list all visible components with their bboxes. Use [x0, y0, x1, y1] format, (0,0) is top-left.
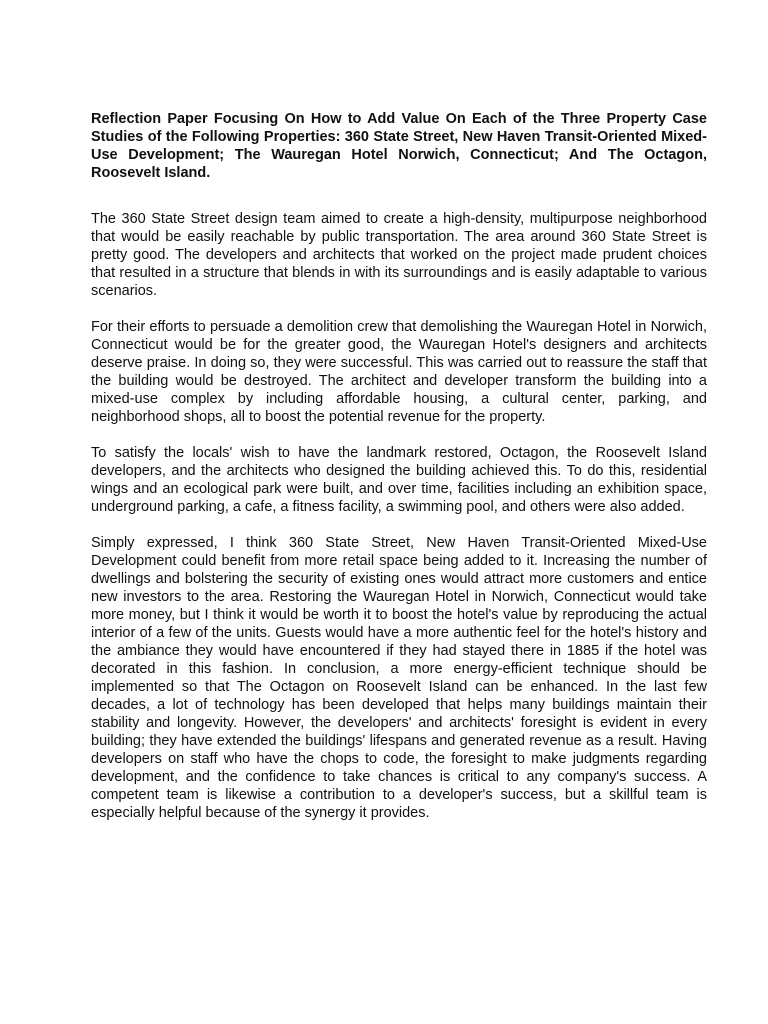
document-title: Reflection Paper Focusing On How to Add Value On Each of the Three Property Case Studies of the Following Properties: 360 State Street, New Haven Transit-Oriented Mixed-Use Development; The Wauregan Hotel Norwich, Connecticut; And The Octagon, Roosevelt Island. [91, 111, 707, 181]
paragraph-wauregan-hotel: For their efforts to persuade a demolition crew that demolishing the Wauregan Hotel in Norwich, Connecticut would be for the greater good, the Wauregan Hotel's designers and architects deserve praise. In doing so, they were successful. This was carried out to reassure the staff that the building would be destroyed. The architect and developer transform the building into a mixed-use complex by including affordable housing, a cultural center, parking, and neighborhood shops, all to boost the potential revenue for the property. [91, 319, 707, 425]
document-page [91, 110, 707, 840]
paragraph-octagon: To satisfy the locals' wish to have the landmark restored, Octagon, the Roosevelt Island developers, and the architects who designed the building achieved this. To do this, residential wings and an ecological park were built, and over time, facilities including an exhibition space, underground parking, a cafe, a fitness facility, a swimming pool, and others were also added. [91, 445, 707, 515]
paragraph-conclusion: Simply expressed, I think 360 State Street, New Haven Transit-Oriented Mixed-Use Development could benefit from more retail space being added to it. Increasing the number of dwellings and bolstering the security of existing ones would attract more customers and entice new investors to the area. Restoring the Wauregan Hotel in Norwich, Connecticut would take more money, but I think it would be worth it to boost the hotel's value by reproducing the actual interior of a few of the units. Guests would have a more authentic feel for the hotel's history and the ambiance they would have encountered if they had stayed there in 1885 if the hotel was decorated in this fashion. In conclusion, a more energy-efficient technique should be implemented so that The Octagon on Roosevelt Island can be enhanced. In the last few decades, a lot of technology has been developed that helps many buildings maintain their stability and longevity. However, the developers' and architects' foresight is evident in every building; they have extended the buildings' lifespans and generated revenue as a result. Having developers on staff who have the chops to code, the foresight to make judgments regarding development, and the confidence to take chances is critical to any company's success. A competent team is likewise a contribution to a developer's success, but a skillful team is especially helpful because of the synergy it provides. [91, 535, 707, 821]
paragraph-360-state-street: The 360 State Street design team aimed to create a high-density, multipurpose neighborhood that would be easily reachable by public transportation. The area around 360 State Street is pretty good. The developers and architects that worked on the project made prudent choices that resulted in a structure that blends in with its surroundings and is easily adaptable to various scenarios. [91, 211, 707, 299]
